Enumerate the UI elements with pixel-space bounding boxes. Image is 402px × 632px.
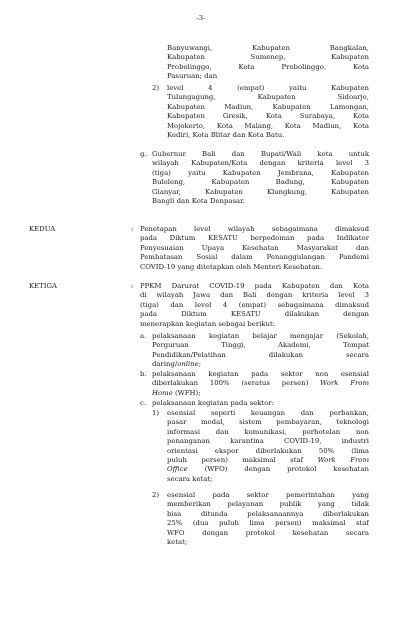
- text-fragment: (WFH);: [172, 388, 201, 397]
- italic-text: Home: [152, 388, 173, 397]
- item-number-1: 1): [152, 409, 160, 417]
- text-line: Perguruan Tinggi, Akademi, Tempat: [152, 341, 369, 350]
- text-line: Tulungagung, Kabupaten Sidoarjo,: [167, 93, 369, 102]
- text-line: Buleleng, Kabupaten Badung, Kabupaten: [152, 178, 369, 187]
- teaching-activities: [152, 332, 369, 370]
- text-fragment: puluh persen) maksimal staf: [167, 455, 318, 464]
- item-letter-a: a.: [140, 332, 147, 340]
- text-fragment: (WFO) dengan protokol kesehatan: [187, 465, 369, 474]
- text-line: Pasuruan; dan: [167, 72, 218, 81]
- italic-text: Work From: [320, 379, 369, 388]
- bali-paragraph: [152, 150, 369, 206]
- text-fragment: ;: [198, 360, 202, 369]
- text-line: [167, 465, 369, 474]
- text-line: Kediri, Kota Blitar dan Kota Batu.: [167, 130, 285, 139]
- text-line: [152, 360, 369, 369]
- text-line: pelaksanaan kegiatan belajar mengajar (Sekolah,: [152, 332, 369, 340]
- text-line: Pembatasan Sosial dalam Penanggulangan Pandemi: [140, 253, 369, 262]
- text-line: esensial pada sektor pemerintahan yang: [167, 491, 369, 499]
- text-line: wilayah Kabupaten/Kota dengan kriteria level 3: [152, 159, 369, 168]
- italic-text: online: [177, 360, 199, 369]
- sector-activities-heading: pelaksanaan kegiatan pada sektor:: [152, 399, 274, 407]
- text-line: WFO dengan protokol kesehatan secara: [167, 528, 369, 537]
- text-line: bisa ditunda pelaksanaannya diberlakukan: [167, 509, 369, 518]
- text-line: [152, 389, 369, 398]
- text-line: pada Diktum KESATU berpedoman pada Indikator: [140, 234, 369, 243]
- text-line: orientasi ekspor diberlakukan 50% (lima: [167, 446, 369, 455]
- government-sector-paragraph: [167, 491, 369, 547]
- item-letter-b: b.: [140, 370, 147, 378]
- text-line: Gubernur Bali dan Bupati/Wali kota untuk: [152, 150, 369, 158]
- item-number-2b: 2): [152, 491, 160, 499]
- text-line: memberikan pelayanan publik yang tidak: [167, 500, 369, 509]
- page-number: -3-: [196, 14, 206, 22]
- text-line: Pendidikan/Pelatihan dilakukan secara: [152, 350, 369, 359]
- italic-text: Office: [167, 465, 188, 474]
- text-line: secara ketat;: [167, 474, 213, 483]
- essential-sector-paragraph: [167, 409, 369, 484]
- diktum-ketiga-text: [140, 282, 369, 329]
- text-fragment: diberlakukan 100% (seratus persen): [152, 379, 321, 388]
- text-line: Probolinggo, Kota Probolinggo, Kota: [167, 62, 369, 71]
- text-line: level 4 (empat) yaitu Kabupaten: [167, 84, 369, 92]
- italic-text: Work From: [317, 455, 369, 464]
- text-line: Penetapan level wilayah sebagaimana dimaksud: [140, 225, 369, 233]
- text-line: Bangli dan Kota Denpasar.: [152, 196, 245, 205]
- text-line: [167, 456, 369, 465]
- text-line: Kabupaten Sumenep, Kabupaten: [167, 53, 369, 62]
- regency-list-continuation: [167, 44, 369, 82]
- diktum-kedua-label: KEDUA: [29, 225, 56, 233]
- diktum-kedua-colon: :: [131, 225, 134, 233]
- item-number-2: 2): [152, 84, 160, 92]
- text-line: (tiga) dan level 4 (empat) sebagaimana dimaksud: [140, 300, 369, 309]
- text-line: ketat;: [167, 537, 188, 546]
- text-line: (tiga) yaitu Kabupaten Jembrana, Kabupaten: [152, 168, 369, 177]
- item-letter-c: c.: [140, 399, 147, 407]
- text-line: di wilayah Jawa dan Bali dengan kriteria level 3: [140, 291, 369, 300]
- level-4-list: [167, 84, 369, 140]
- text-line: COVID-19 yang ditetapkan oleh Menteri Kesehatan.: [140, 262, 323, 271]
- text-fragment: daring/: [152, 360, 178, 369]
- diktum-ketiga-label: KETIGA: [29, 282, 57, 290]
- text-line: pasar modal, sistem pembayaran, teknologi: [167, 418, 369, 427]
- text-line: Mojokerto, Kota Malang, Kota Madiun, Kota: [167, 121, 369, 130]
- text-line: Kabupaten Gresik, Kota Surabaya, Kota: [167, 112, 369, 121]
- text-line: Gianyar, Kabupaten Klungkung, Kabupaten: [152, 187, 369, 196]
- text-line: pada Diktum KESATU dilakukan dengan: [140, 310, 369, 319]
- text-line: PPKM Darurat COVID-19 pada Kabupaten dan Kota: [140, 282, 369, 290]
- diktum-kedua-text: [140, 225, 369, 272]
- text-line: 25% (dua puluh lima persen) maksimal staf: [167, 519, 369, 528]
- text-line: esensial seperti keuangan dan perbankan,: [167, 409, 369, 417]
- text-line: Kabupaten Madiun, Kabupaten Lamongan,: [167, 102, 369, 111]
- non-essential-sector: [152, 370, 369, 398]
- text-line: Penyesuaian Upaya Kesehatan Masyarakat dan: [140, 243, 369, 252]
- text-line: menerapkan kegiatan sebagai berikut:: [140, 319, 276, 328]
- text-line: penanganan karantina COVID-19, industri: [167, 437, 369, 446]
- diktum-ketiga-colon: :: [131, 282, 134, 290]
- text-line: informasi dan komunikasi, perhotelan non: [167, 427, 369, 436]
- text-line: pelaksanaan kegiatan pada sektor non esensial: [152, 370, 369, 378]
- text-line: [152, 379, 369, 388]
- text-line: Banyuwangi, Kabupaten Bangkalan,: [167, 44, 369, 52]
- item-letter-g: g.: [140, 150, 147, 158]
